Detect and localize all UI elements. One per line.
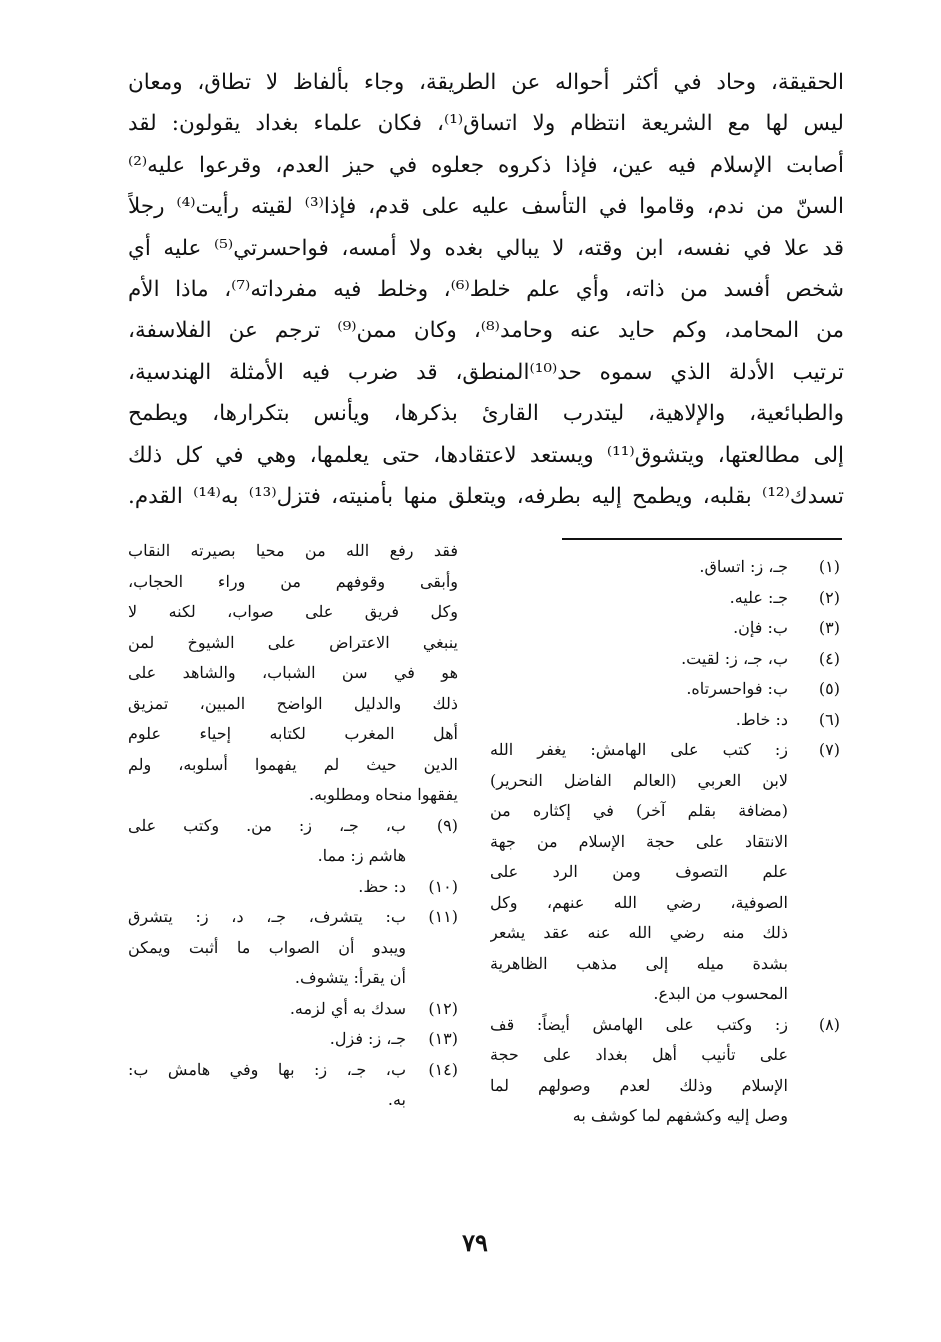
footnote-number: (٨) <box>818 1014 840 1034</box>
footnote-continuation-line: فقد رفع الله من محيا بصيرته النقاب <box>128 541 458 560</box>
footnote-line: وصل إليه وكشفهم لما كوشف به <box>572 1106 788 1125</box>
footnote-line: لابن العربي (العالم الفاضل النحرير) <box>490 770 788 790</box>
footnote-line: ب، جـ، ز: بها وفي هامش ب: <box>128 1059 406 1079</box>
footnote-text <box>490 583 788 614</box>
footnote <box>128 811 458 872</box>
footnotes-left-column <box>128 536 458 1116</box>
footnote <box>490 735 840 1010</box>
footnotes-left-list <box>128 811 458 1116</box>
footnote-line: ز: وكتب على الهامش أيضاً: قف <box>490 1014 788 1034</box>
footnote-number: (١١) <box>428 907 458 926</box>
footnote-text <box>128 872 406 903</box>
footnote <box>128 994 458 1025</box>
footnote-number: (٤) <box>818 648 840 668</box>
footnote-number: (٩) <box>436 815 458 835</box>
footnote-continuation-line: ينبغي الاعتراض على الشيوخ لمن <box>128 632 458 652</box>
footnote-line: د: حظ. <box>358 876 406 896</box>
page-number: ٧٩ <box>462 1228 488 1257</box>
footnote-number: (١٣) <box>428 1029 458 1048</box>
main-text-line: تسدك⁽¹²⁾ بقلبه، ويطمح إليه بطرفه، ويتعلق منها بأمنيته، فتزل⁽¹³⁾ به⁽¹⁴⁾ القدم. <box>128 483 844 509</box>
footnote <box>490 613 840 644</box>
footnote-line: ب: فواحسرتاه. <box>686 679 788 698</box>
footnote-text <box>490 552 788 583</box>
main-text-line: قد علا في نفسه، ابن وقته، لا يبالي بغده ولا أمسه، فواحسرتي⁽⁵⁾ عليه أي <box>128 235 844 261</box>
main-text-line: أصابت الإسلام فيه عين، فإذا ذكروه جعلوه في حيز العدم، وقرعوا عليه⁽²⁾ <box>128 152 844 178</box>
footnote-separator <box>562 538 842 540</box>
footnote <box>490 583 840 614</box>
footnote-text <box>490 674 788 705</box>
main-text-line: إلى مطالعتها، ويتشوق⁽¹¹⁾ ويستعد لاعتقادها، حتى يعلمها، وهي في كل ذلك <box>128 442 844 468</box>
footnote-text <box>128 811 406 872</box>
footnote-text <box>490 613 788 644</box>
footnote-number: (٥) <box>818 679 840 698</box>
footnote-continuation-line: الدين حيث لم يفهموا أسلوبه، ولم <box>128 754 458 774</box>
footnote-line: به. <box>387 1090 406 1109</box>
main-text-line: شخص أفسد من ذاته، وأي علم خلط⁽⁶⁾، وخلط فيه مفرداته⁽⁷⁾، ماذا الأم <box>128 276 844 302</box>
footnote-line: بشدة ميله إلى مذهب الظاهرية <box>490 953 788 973</box>
footnote-text <box>490 644 788 675</box>
footnote-text <box>490 735 788 1010</box>
footnote-line: (مضافة بقلم آخر) في إكثاره من <box>490 801 788 820</box>
footnote-number: (٧) <box>818 740 840 759</box>
footnote-text <box>490 705 788 736</box>
main-text-line: الحقيقة، وحاد في أكثر أحواله عن الطريقة، وجاء بألفاظ لا تطاق، ومعان <box>128 70 844 95</box>
footnote-line: ذلك منه رضي الله عنه عقد يشعر <box>490 923 788 942</box>
footnote-text <box>128 1024 406 1055</box>
footnote-line: ويبدو أن الصواب ما أثبت ويمكن <box>128 937 406 957</box>
footnote-line: جـ، ز: اتساق. <box>699 557 788 576</box>
footnote <box>128 902 458 994</box>
footnote-line: على تأنيب أهل بغداد على حجة <box>490 1045 788 1064</box>
footnote-number: (٢) <box>818 587 840 607</box>
footnotes-right-column <box>490 552 840 1132</box>
footnote <box>490 674 840 705</box>
footnote-continuation-line: هو في سن الشباب، والشاهد على <box>128 663 458 682</box>
footnote-continuation-line: يفقهوا منحاه ومطلوبه. <box>309 785 458 804</box>
footnote-line: ب، جـ، ز: من. وكتب على <box>128 815 406 835</box>
footnote <box>128 1055 458 1116</box>
footnote <box>128 872 458 903</box>
footnote-number: (١٠) <box>428 876 458 896</box>
footnote-number: (٦) <box>818 709 840 729</box>
footnote-line: أن يقرأ: يتشوف. <box>294 968 406 987</box>
footnote-number: (١٢) <box>428 998 458 1018</box>
footnote-line: الصوفية، رضي الله عنهم، وكل <box>490 892 788 912</box>
footnote-line: جـ: عليه. <box>729 587 788 607</box>
footnote-continuation-line: أهل المغرب لكتابه إحياء علوم <box>128 724 458 743</box>
footnote-line: الانتقاد على حجة الإسلام من جهة <box>490 831 788 851</box>
footnote-text <box>128 902 406 994</box>
main-text-line: من المحامد، وكم حايد عنه وحامد⁽⁸⁾، وكان ممن⁽⁹⁾ ترجم عن الفلاسفة، <box>128 318 844 344</box>
footnote-text <box>128 1055 406 1116</box>
footnote-continuation-line: وأبقى وقوفهم من وراء الحجاب، <box>128 571 458 591</box>
footnote-text <box>490 1010 788 1132</box>
footnote-line: المحسوب من البدع. <box>653 984 788 1003</box>
footnote-continuation <box>128 536 458 811</box>
main-text-line: السنّ من ندم، وقاموا في التأسف عليه على قدم، فإذا⁽³⁾ لقيته رأيت⁽⁴⁾ رجلاً <box>128 194 844 220</box>
footnote-line: الإسلام وذلك لعدم وصولهم لما <box>490 1075 788 1095</box>
footnote-line: سدك به أي لزمه. <box>289 998 406 1018</box>
footnote-line: جـ، ز: فزل. <box>329 1029 406 1048</box>
footnote-line: ب: فإن. <box>733 618 788 637</box>
main-paragraph <box>128 62 844 517</box>
footnote-line: ب، جـ، ز: لقيت. <box>681 648 788 668</box>
main-text-line: والطبائعية، والإلاهية، ليتدرب القارئ بذكرها، ويأنس بتكرارها، ويطمح <box>128 401 844 427</box>
footnote-line: ز: كتب على الهامش: يغفر الله <box>490 740 788 759</box>
footnote-line: علم التصوف ومن الرد على <box>490 862 788 881</box>
footnote <box>128 1024 458 1055</box>
footnote-text <box>128 994 406 1025</box>
footnote <box>490 1010 840 1132</box>
main-text-line: ترتيب الأدلة الذي سموه حد⁽¹⁰⁾المنطق، قد ضرب فيه الأمثلة الهندسية، <box>128 359 844 385</box>
footnote-number: (٣) <box>818 618 840 637</box>
footnote-line: د: خاط. <box>735 709 788 729</box>
footnote <box>490 705 840 736</box>
footnote-number: (١) <box>818 557 840 576</box>
footnote-continuation-line: ذلك والدليل الواضح المبين، تمزيق <box>128 693 458 713</box>
footnote-line: ب: يتشرف، جـ، د، ز: يتشرق <box>128 907 406 926</box>
footnote-number: (١٤) <box>428 1059 458 1079</box>
main-text-line: ليس لها مع الشريعة انتظام ولا اتساق⁽¹⁾، فكان علماء بغداد يقولون: لقد <box>128 111 844 137</box>
footnote <box>490 552 840 583</box>
footnote-line: هاشم ز: مما. <box>317 846 406 865</box>
footnote-continuation-line: وكل فريق على صواب، لكنه لا <box>128 602 458 621</box>
footnote <box>490 644 840 675</box>
